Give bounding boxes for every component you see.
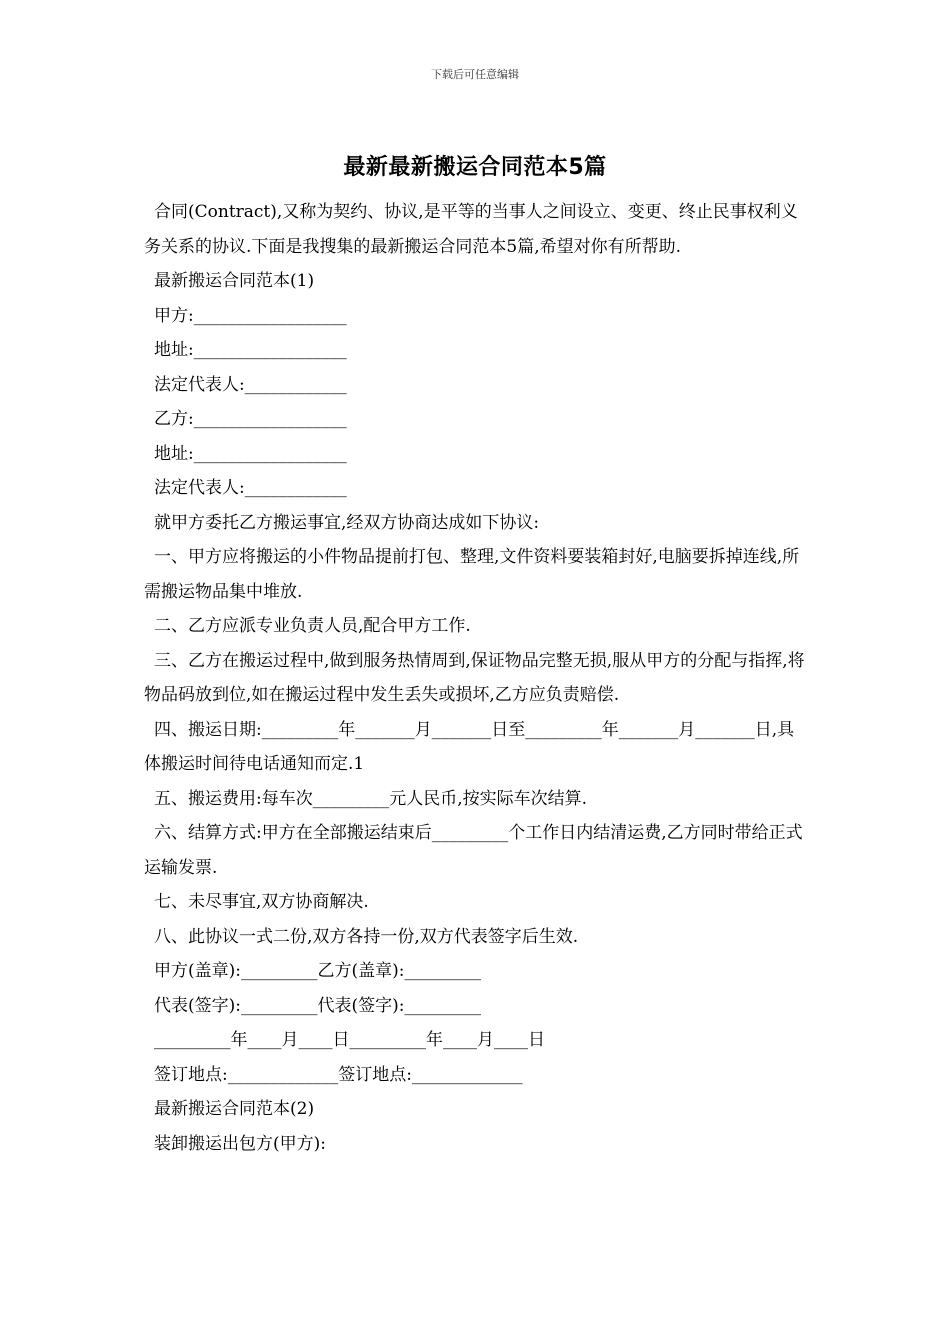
signing-place-line: 签订地点:_____________签订地点:_____________ bbox=[154, 1064, 523, 1085]
clause-8: 八、此协议一式二份,双方各持一份,双方代表签字后生效. bbox=[154, 926, 579, 947]
signature-line: 代表(签字):_________代表(签字):_________ bbox=[154, 995, 481, 1016]
clause-6: 六、结算方式:甲方在全部搬运结束后_________个工作日内结清运费,乙方同时带给正式运输发票. bbox=[144, 823, 803, 878]
party-b-field: 乙方:__________________ bbox=[154, 409, 347, 429]
party-a-rep-field: 法定代表人:____________ bbox=[154, 374, 347, 395]
party-a-field: 甲方:__________________ bbox=[154, 305, 347, 326]
party-b-rep-field: 法定代表人:____________ bbox=[154, 478, 347, 498]
header-note: 下载后可任意编辑 bbox=[431, 68, 519, 81]
agreement-intro: 就甲方委托乙方搬运事宜,经双方协商达成如下协议: bbox=[154, 512, 540, 533]
clause-4: 四、搬运日期:_________年_______月_______日至_________年_______月_______日,具体搬运时间待电话通知而定.1 bbox=[144, 719, 795, 774]
seal-line: 甲方(盖章):_________乙方(盖章):_________ bbox=[154, 961, 481, 981]
clause-7: 七、未尽事宜,双方协商解决. bbox=[154, 892, 369, 912]
clause-2: 二、乙方应派专业负责人员,配合甲方工作. bbox=[154, 616, 471, 636]
party-b-address-field: 地址:__________________ bbox=[154, 443, 347, 464]
document-body bbox=[144, 195, 810, 1161]
clause-5: 五、搬运费用:每车次_________元人民币,按实际车次结算. bbox=[154, 788, 588, 809]
document-title: 最新最新搬运合同范本5篇 bbox=[343, 155, 607, 180]
contractor-party-a-field: 装卸搬运出包方(甲方): bbox=[154, 1133, 326, 1154]
section-heading-2: 最新搬运合同范本(2) bbox=[154, 1099, 315, 1119]
date-line: _________年____月____日_________年____月____日 bbox=[154, 1030, 545, 1050]
section-heading-1: 最新搬运合同范本(1) bbox=[154, 271, 315, 291]
intro-paragraph: 合同(Contract),又称为契约、协议,是平等的当事人之间设立、变更、终止民事权利义务关系的协议.下面是我搜集的最新搬运合同范本5篇,希望对你有所帮助. bbox=[144, 202, 798, 257]
party-a-address-field: 地址:__________________ bbox=[154, 340, 347, 360]
clause-1: 一、甲方应将搬运的小件物品提前打包、整理,文件资料要装箱封好,电脑要拆掉连线,所需搬运物品集中堆放. bbox=[144, 547, 800, 602]
clause-3: 三、乙方在搬运过程中,做到服务热情周到,保证物品完整无损,服从甲方的分配与指挥,将物品码放到位,如在搬运过程中发生丢失或损坏,乙方应负责赔偿. bbox=[144, 650, 805, 705]
